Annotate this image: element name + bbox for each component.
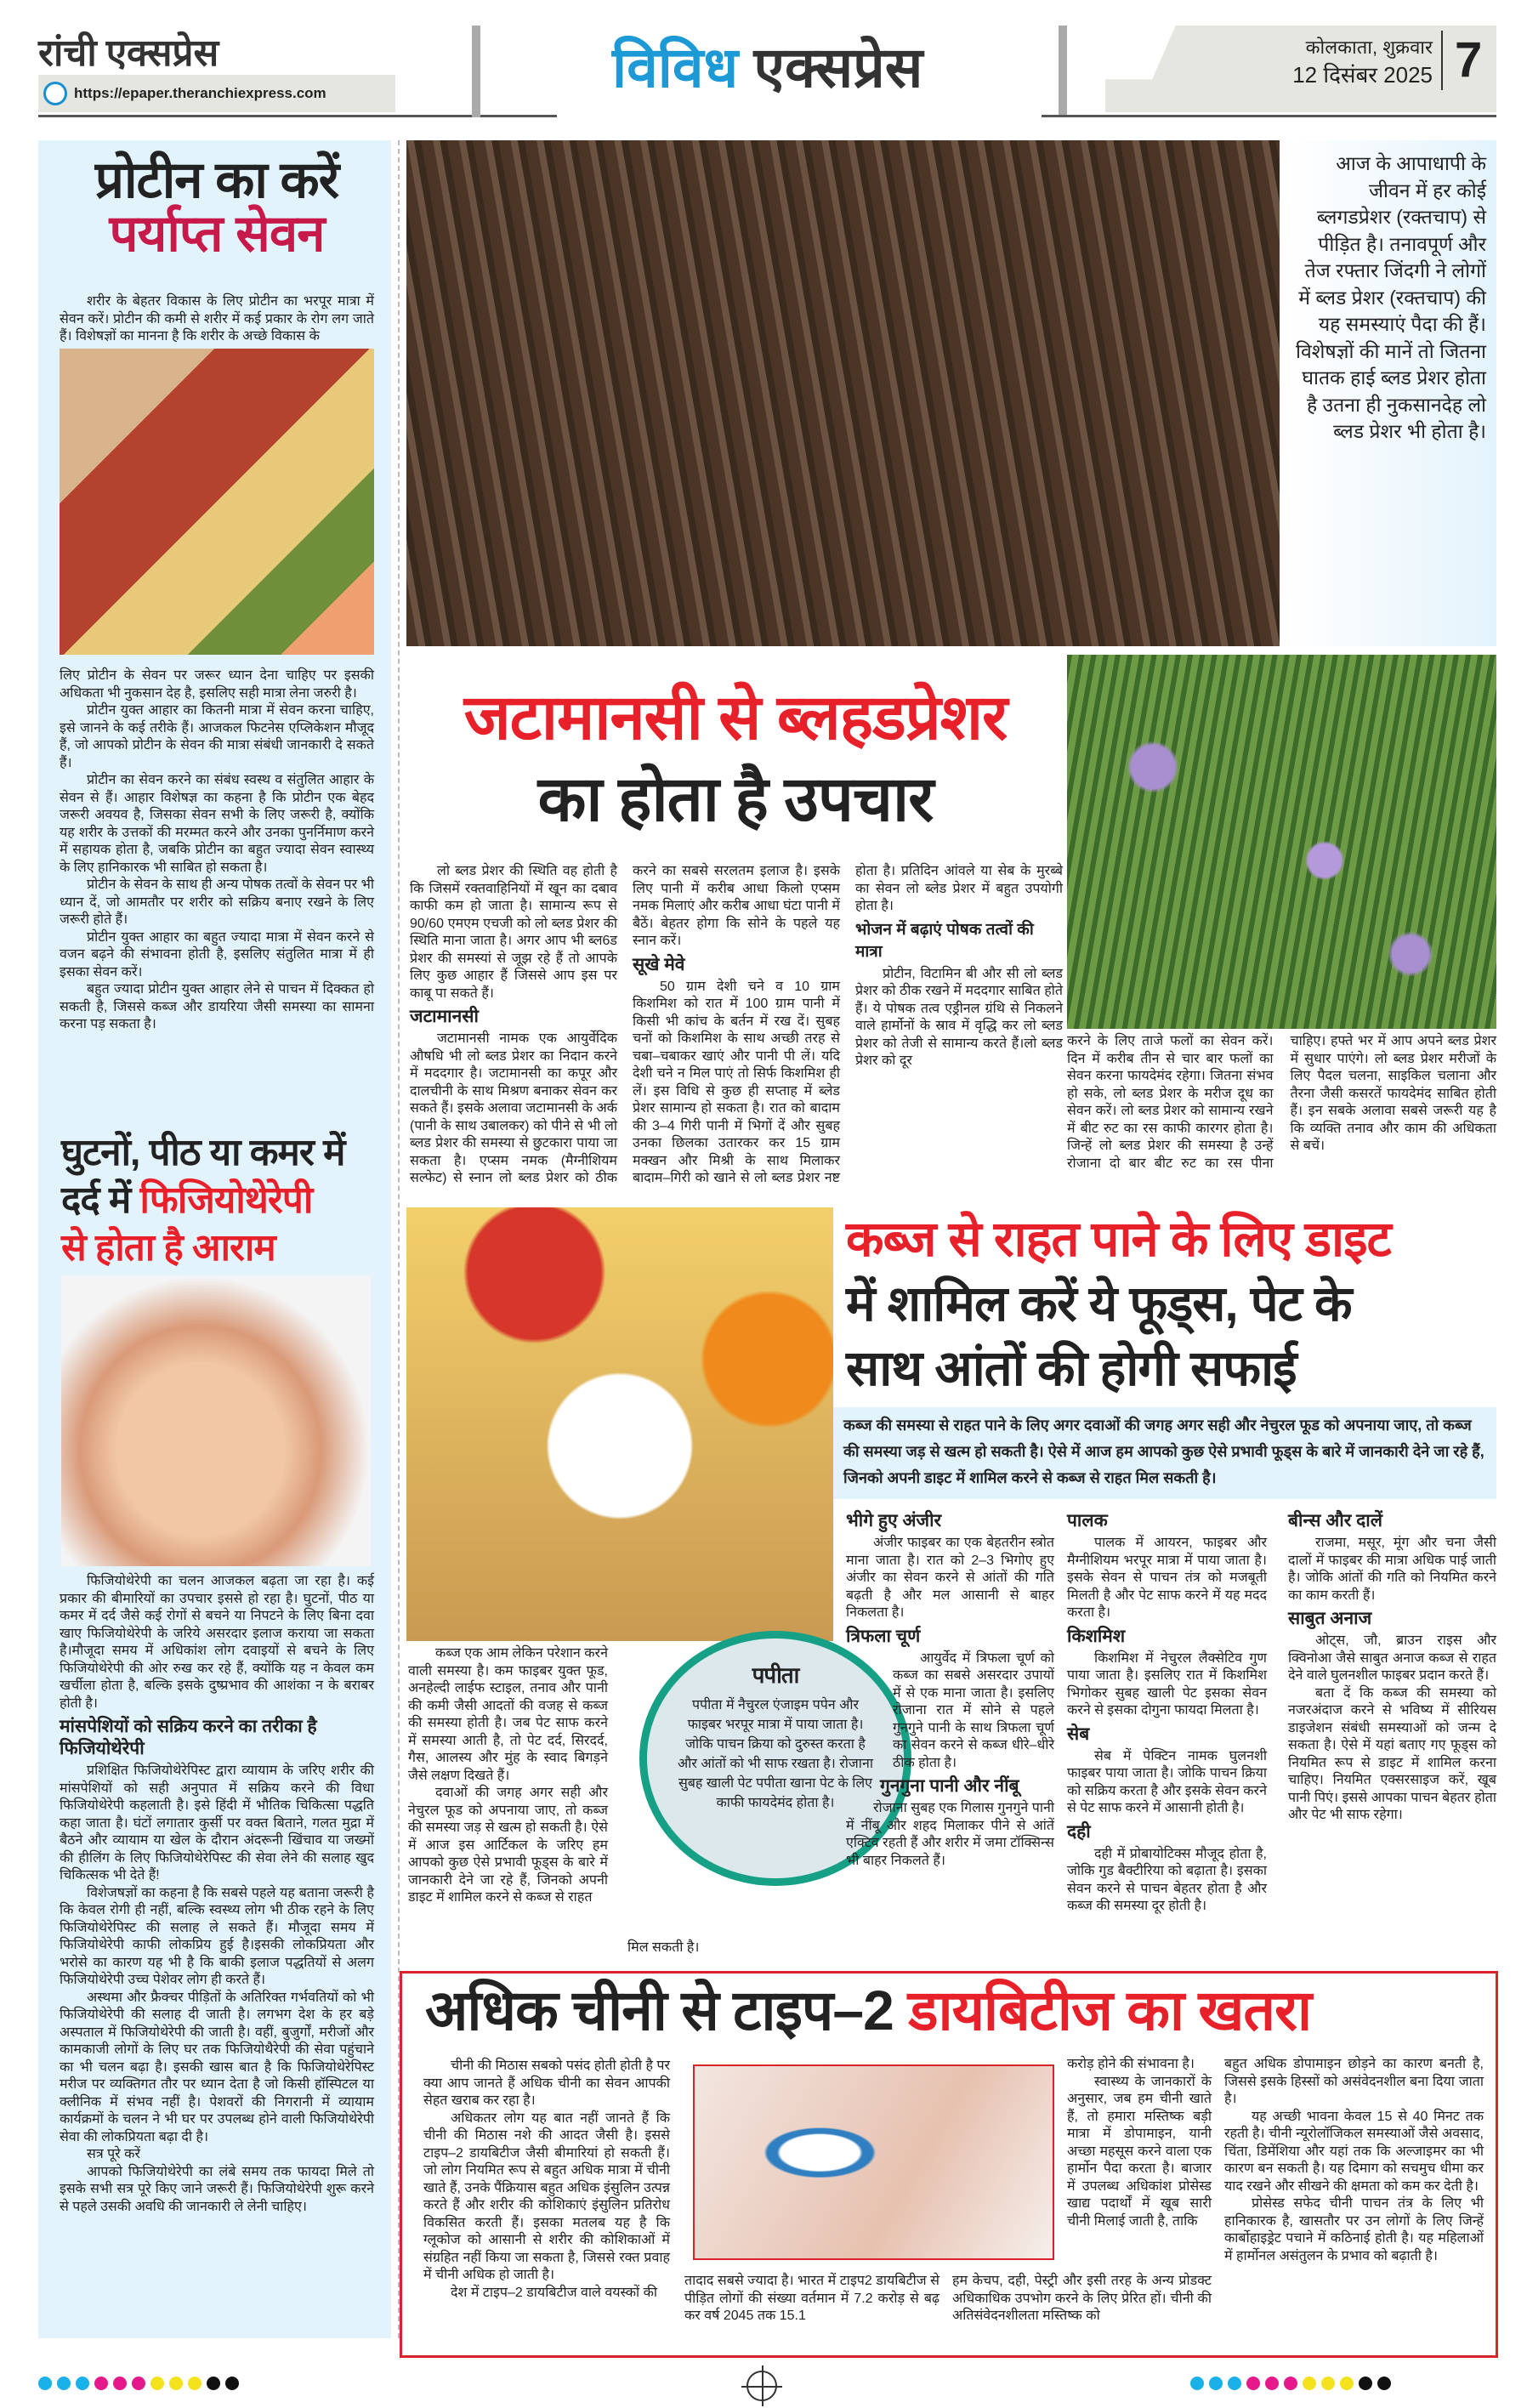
papaya-callout: पपीता पपीता में नैचुरल एंजाइम पपेन और फाइबर भरपूर मात्रा में पाया जाता है। जोकि पाचन क्रिया को दुरुस्त करता है और आंतों को भी साफ रखता है। रोजाना सुबह खाली पेट पपीता खाना पेट के लिए काफी फायदेमंद होता है। [639, 1631, 911, 1886]
bp-headline: जटामानसी से ब्लहडप्रेशर का होता है उपचार [463, 682, 1008, 834]
protein-foods-image [60, 349, 374, 655]
bracket-right [1059, 26, 1067, 117]
bp-blurb-panel [1291, 140, 1496, 646]
epaper-url[interactable]: https://epaper.theranchiexpress.com [74, 85, 326, 101]
flower-plant-image [1067, 655, 1496, 1029]
dateline: कोलकाता, शुक्रवार 12 दिसंबर 2025 [1292, 37, 1433, 88]
diabetes-headline: अधिक चीनी से टाइप–2 डायबिटीज का खतरा [425, 1979, 1312, 2042]
protein-headline: प्रोटीन का करें पर्याप्त सेवन [94, 151, 339, 262]
physio-headline: घुटनों, पीठ या कमर में दर्द में फिजियोथेरेपी से होता है आराम [61, 1132, 345, 1269]
jatamansi-roots-image [406, 140, 1280, 646]
epaper-url-bar[interactable] [38, 75, 395, 112]
diabetes-under-image-right: हम केचप, दही, पेस्ट्री और इसी तरह के अन्य प्रोडक्ट अधिकाधिक उपभोग करने के लिए प्रेरित हों। चीनी की अतिसंवेदनशीलता मस्तिष्क को [952, 2274, 1212, 2323]
protein-body: लिए प्रोटीन के सेवन पर जरूर ध्यान देना चाहिए पर इसकी अधिकता भी नुकसान देह है, इसलिए सही मात्रा लेना जरुरी है। प्रोटीन युक्त आहार का कितनी मात्रा में सेवन करना चाहिए, इसे जानने के कई तरीके हैं। आजकल फिटनेस एप्लिकेशन मौजूद हैं, जो आपको प्रोटीन के सेवन की मात्रा संबंधी जानकारी दे सकते हैं। प्रोटीन का सेवन करने का संबंध स्वस्थ व संतुलित आहार के सेवन से हैं। आहार विशेषज्ञ का कहना है कि प्रोटीन एक बेहद जरूरी अवयव है, जिसका सेवन सभी के लिए जरूरी है, क्योंकि यह शरीर के उत्तकों की मरम्मत करने और उनका पुनर्निमाण करने में सहायक होता है, जबकि प्रोटीन का बहुत ज्यादा सेवन स्वास्थ्य के लिए हानिकारक भी साबित हो सकता है। प्रोटीन के सेवन के साथ ही अन्य पोषक तत्वों के सेवन पर भी ध्यान दें, जो आमतौर पर शरीर को सक्रिय बनाए रखने के लिए जरूरी होते हैं। प्रोटीन युक्त आहार का बहुत ज्यादा मात्रा में सेवन करने से वजन बढ़ने की संभावना होती है, इसलिए संतुलित मात्रा में ही इसका सेवन करें। बहुत ज्यादा प्रोटीन युक्त आहार लेने से पाचन में दिक्कत हो सकती है, जिससे कब्ज और डायरिया जैसी समस्या का सामना करना पड़ सकता है। [60, 668, 374, 1031]
physio-body: फिजियोथेरेपी का चलन आजकल बढ़ता जा रहा है। कई प्रकार की बीमारियों का उपचार इससे हो रहा है। घुटनों, पीठ या कमर में दर्द जैसे कई रोगों से बचने या निपटने के लिए बिना दवा खाए फिजियोथेरेपी के जरिये असरदार इलाज कराया जा सकता है।मौजूदा समय में अधिकांश लोग दवाइयों से बचने के लिए फिजियोथेरेपी की ओर रुख कर रहे हैं, क्योंकि यह न केवल कम खर्चीला होता है, बल्कि इसके दुष्प्रभाव की आशंका न के बराबर होती है। मांसपेशियों को सक्रिय करने का तरीका है फिजियोथेरेपी प्रशिक्षित फिजियोथेरेपिस्ट द्वारा व्यायाम के जरिए शरीर की मांसपेशियों को सही अनुपात में सक्रिय करने की विधा फिजियोथेरेपी कहलाती है। इसे हिंदी में भौतिक चिकित्सा पद्धति कहा जाता है। घंटों लगातार कुर्सी पर वक्त बिताने, गलत मुद्रा में बैठने और व्यायाम या खेल के दौरान अंदरूनी खिंचाव या जख्मों की हीलिंग के लिए फिजियोथेरेपिस्ट की सेवा लेने की सलाह खुद चिकित्सक भी देते हैं! विशेजषज्ञों का कहना है कि सबसे पहले यह बताना जरूरी है कि केवल रोगी ही नहीं, बल्कि स्वस्थ्य लोग भी ठीक रहने के लिए फिजियोथेरेपिस्ट की सलाह ले सकते हैं। मौजूदा समय में फिजियोथेरेपी काफी लोकप्रिय हुई है।इसकी लोकप्रियता और भरोसे का कारण यह भी है कि बाकी इलाज पद्धतियों से अलग फिजियोथेरेपी उच्च पेशेवर लोग ही करते हैं। अस्थमा और फ्रैक्चर पीड़ितों के अतिरिक्त गर्भवतियों को भी फिजियोथेरेपी की सलाह दी जाती है। लगभग देश के हर बड़े अस्पताल में फिजियोथेरेपी की जाती है। वहीं, बुजुर्गों, मरीजों और कामकाजी लोगों के लिए घर तक फिजियोथैरेपी की सेवा पहुंचाने का भी चलन बढ़ा है। इसकी खास बात है कि फिजियोथेरेपिस्ट मरीज पर व्यक्तिगत तौर पर ध्यान देता है जो किसी हॉस्पिटल या क्लीनिक में संभव नहीं है। पेशवरों की निगरानी में व्यायाम कार्यक्रमों के चलन ने भी घर पर उपलब्ध होने वाली फिजियोथेरेपी सेवा की लोकप्रियता बढ़ा दी है। सत्र पूरे करें आपको फिजियोथेरेपी का लंबे समय तक फायदा मिले तो इसके सभी सत्र पूरे किए जाने जरूरी हैं। फिजियोथेरेपी शुरू करने से पहले उसकी अवधि की जानकारी ले लेनी चाहिए। [60, 1574, 374, 2214]
kabj-col-b: पालक पालक में आयरन, फाइबर और मैग्नीशियम भरपूर मात्रा में पाया जाता है। इसके सेवन से पाचन तंत्र को मजबूती मिलती है और पेट साफ करने में यह मदद करता है। किशमिश किशमिश में नेचुरल लैक्सेटिव गुण पाया जाता है। इसलिए रात में किशमिश भिगोकर सुबह खाली पेट इसका सेवन करने से इसका दोगुना फायदा मिलता है। सेब सेब में पेक्टिन नामक घुलनशी फाइबर पाया जाता है। जोकि पाचन क्रिया को सक्रिय करता है और इसके सेवन करने से पेट साफ करने में आसानी होती है। दही दही में प्रोबायोटिक्स मौजूद होता है, जोकि गुड बैक्टीरिया को बढ़ाता है। इसका सेवन करने से पाचन बेहतर होता है और कब्ज की समस्या दूर होती है। [1067, 1511, 1267, 1913]
kabj-lead: कब्ज की समस्या से राहत पाने के लिए अगर दवाओं की जगह अगर सही और नेचुरल फूड को अपनाया जाए, तो कब्ज की समस्या जड़ से खत्म हो सकती है। ऐसे में आज हम आपको कुछ ऐसे प्रभावी फूड्स के बारे में जानकारी देने जा रहे हैं, जिनको अपनी डाइट में शामिल करने से कब्ज से राहत मिल सकती है। [833, 1407, 1496, 1499]
diabetes-col-1: चीनी की मिठास सबको पसंद होती होती है पर क्या आप जानते हैं अधिक चीनी का सेवन आपकी सेहत खराब कर रहा है। अधिकतर लोग यह बात नहीं जानते हैं कि चीनी की मिठास नशे की आदत जैसी है। इससे टाइप–2 डायबिटीज जैसी बीमारियां हो सकती हैं। जो लोग नियमित रूप से बहुत अधिक मात्रा में चीनी खाते हैं, उनके पैंक्रियास बहुत अधिक इंसुलिन उत्पन्न करते हैं और शरीर की कोशिकाएं इंसुलिन प्रतिरोध विकसित करती हैं। इसका मतलब यह है कि ग्लूकोज को आसानी से शरीर की कोशिकाओं में संग्रहित नहीं किया जा सकता है, जिससे रक्त प्रवाह में चीनी अधिक हो जाती है। देश में टाइप–2 डायबिटीज वाले वयस्कों की [423, 2059, 671, 2300]
section-title: विविध एक्सप्रेस [612, 36, 923, 99]
diabetes-col-3: करोड़ होने की संभावना है। स्वास्थ्य के जानकारों के अनुसार, जब हम चीनी खाते हैं, तो हमारा मस्तिष्क बड़ी मात्रा में डोपामाइन, यानी अच्छा महसूस करने वाला एक हार्मोन पैदा करता है। बाजार में उपलब्ध अधिकांश प्रोसेस्ड खाद्य पदार्थों में खूब सारी चीनी मिलाई जाती है, ताकि [1067, 2057, 1212, 2229]
diabetes-under-image-left: तादाद सबसे ज्यादा है। भारत में टाइप2 डायबिटीज से पीड़ित लोगों की संख्या वर्तमान में 7.2 करोड़ से बढ़ कर वर्ष 2045 तक 15.1 [684, 2274, 939, 2323]
color-registration-dots-left [38, 2377, 239, 2390]
diabetes-col-4: बहुत अधिक डोपामाइन छोड़ने का कारण बनती है, जिससे इसके हिस्सों को असंवेदनशील बना दिया जाता है। यह अच्छी भावना केवल 15 से 40 मिनट तक रहती है। चीनी न्यूरोलॉजिकल समस्याओं जैसे अवसाद, चिंता, डिमेंशिया और यहां तक कि अल्जाइमर का भी कारण बन सकती है। यह दिमाग को सचमुच धीमा कर याद रखने और सीखने की क्षमता को कम कर देती है। प्रोसेस्ड सफेद चीनी पाचन तंत्र के लिए भी हानिकारक है, खासतौर पर उन लोगों के लिए जिन्हें कार्बोहाइड्रेट पचाने में कठिनाई होती है। यह महिलाओं में हार्मोनल असंतुलन के प्रभाव को बढ़ाती है। [1224, 2057, 1484, 2263]
header-rule [1042, 115, 1496, 117]
kabj-intro: कब्ज एक आम लेकिन परेशान करने वाली समस्या है। कम फाइबर युक्त फूड, अनहेल्दी लाईफ स्टाइल, तनाव और पानी की कमी जैसी आदतों की वजह से कब्ज की समस्या होती है। जब पेट साफ करने में समस्या आती है, तो पेट दर्द, सिरदर्द, गैस, आलस्य और मुंह के स्वाद बिगड़ने जैसे लक्षण दिखते हैं। दवाओं की जगह अगर सही और नेचुरल फूड को अपनाया जाए, तो कब्ज की समस्या जड़ से खत्म हो सकती है। ऐसे में आज इस आर्टिकल के जरिए हम आपको कुछ ऐसे प्रभावी फूड्स के बारे में जानकारी देने जा रहे हैं, जिनको अपनी डाइट में शामिल करने से कब्ज से राहत [408, 1646, 608, 1905]
globe-icon [43, 82, 67, 105]
bracket-left [472, 26, 480, 117]
protein-intro: शरीर के बेहतर विकास के लिए प्रोटीन का भरपूर मात्रा में सेवन करें। प्रोटीन की कमी से शरीर में कई प्रकार के रोग लग जाते हैं। विशेषज्ञों का मानना है कि शरीर के अच्छे विकास के [60, 294, 374, 344]
color-registration-dots-right [1190, 2377, 1391, 2390]
bp-body: लो ब्लड प्रेशर की स्थिति वह होती है कि जिसमें रक्तवाहिनियों में खून का दबाव काफी कम हो जाता है। सामान्य रूप से 90/60 एमएम एचजी को लो ब्लड प्रेशर की स्थिति माना जाता है। अगर आप भी ब्ल6ड प्रेशर की समस्यां से जूझ रहे हैं तो आपके लिए कुछ आहार हैं जिससे आप इस पर काबू पा सकते हैं। जटामानसी जटामानसी नामक एक आयुर्वेदिक औषधि भी लो ब्लड प्रेशर का निदान करने में मददगार है। जटामानसी का कपूर और दालचीनी के साथ मिश्रण बनाकर सेवन कर सकते हैं। इसके अलावा जटामानसी के अर्क (पानी के साथ उबालकर) को पीने से भी लो ब्लड प्रेशर की समस्या से छुटकारा पाया जा सकता है। एप्सम नमक (मैग्नीशियम सल्फेट) से स्नान लो ब्लड प्रेशर को ठीक करने का सबसे सरलतम इलाज है। इसके लिए पानी में करीब आधा किलो एप्सम नमक मिलाएं और करीब आधा घंटा पानी में बैठें। बेहतर होगा कि सोने के पहले यह स्नान करें। सूखे मेवे 50 ग्राम देशी चने व 10 ग्राम किशमिश को रात में 100 ग्राम पानी में किसी भी कांच के बर्तन में रख दें। सुबह चनों को किशमिश के साथ अच्छी तरह से चबा–चबाकर खाएं और पानी पी लें। यदि देशी चने न मिल पाएं तो सिर्फ किशमिश ही लें। इस विधि से कुछ ही सप्ताह में ब्लेड प्रेशर सामान्य हो सकता है। रात को बादाम की 3–4 गिरी पानी में भिगों दें और सुबह उनका छिलका उतारकर कर 15 ग्राम मक्खन और मिश्री के साथ मिलाकर बादाम–गिरी को खाने से लो ब्लड प्रेशर नष्ट होता है। प्रतिदिन आंवले या सेब के मुरब्बे का सेवन लो ब्लेड प्रेशर में बहुत उपयोगी होता है। भोजन में बढ़ाएं पोषक तत्वों की मात्रा प्रोटीन, विटामिन बी और सी लो ब्लड प्रेशर को ठीक रखने में मददगार साबित होते हैं। ये पोषक तत्व एड्रीनल ग्रंथि से निकलने वाले हार्मोनों के स्राव में वृद्धि कर लो ब्लड प्रेशर को तेजी से सामान्य करते हैं।लो ब्लड प्रेशर को दूर [410, 864, 1063, 1185]
registration-crosshair-icon [746, 2371, 777, 2401]
bp-body-continued: करने के लिए ताजे फलों का सेवन करें। दिन में करीब तीन से चार बार फलों का सेवन करना फायदेमंद रहेगा। जितना संभव हो सके, लो ब्लड प्रेशर के मरीज दूध का सेवन करें। लो ब्लड प्रेशर को सामान्य रखने में बीट रुट का रस काफी कारगर होता है। जिन्हें लो ब्लड प्रेशर की समस्या है उन्हें रोजाना दो बार बीट रुट का रस पीना चाहिए। हफ्ते भर में आप अपने ब्लड प्रेशर में सुधार पाएंगे। लो ब्लड प्रेशर मरीजों के लिए पैदल चलना, साइकिल चलाना और तैरना जैसी कसरतें फायदेमंद साबित होती हैं। इन सबके अलावा सबसे जरूरी यह है कि व्यक्ति तनाव और काम की अधिकता से बचें। [1067, 1034, 1496, 1171]
kabj-col-a: भीगे हुए अंजीर अंजीर फाइबर का एक बेहतरीन स्त्रोत माना जाता है। रात को 2–3 भिगोए हुए अंजीर का सेवन करने से आंतों की गति बढ़ती है और मल आसानी से बाहर निकलता है। त्रिफला चूर्ण आयुर्वेद में त्रिफला चूर्ण को कब्ज का सबसे असरदार उपायों में से एक माना जाता है। इसलिए रोजाना रात में सोने से पहले गुनगुने पानी के साथ त्रिफला चूर्ण का सेवन करने से कब्ज धीरे–धीरे ठीक होता है। गुनगुना पानी और नींबू रोजाना सुबह एक गिलास गुनगुने पानी में नींबू और शहद मिलाकर पीने से आंतें एक्टिव रहती हैं और शरीर में जमा टॉक्सिन्स भी बाहर निकलते हैं। [846, 1511, 1054, 1868]
kabj-headline: कब्ज से राहत पाने के लिए डाइट में शामिल करें ये फूड्स, पेट के साथ आंतों की होगी सफाई [846, 1212, 1391, 1396]
yogurt-fruits-image [406, 1207, 833, 1641]
physiotherapy-image [61, 1275, 371, 1566]
page-number: 7 [1441, 31, 1482, 90]
kabj-col-c: बीन्स और दालें राजमा, मसूर, मूंग और चना जैसी दालों में फाइबर की मात्रा अधिक पाई जाती है। जोकि आंतों की गति को नियमित करने का काम करती हैं। साबुत अनाज ओट्स, जौ, ब्राउन राइस और क्विनोआ जैसे साबुत अनाज कब्ज से राहत देने वाले घुलनशील फाइबर प्रदान करते हैं। बता दें कि कब्ज की समस्या को नजरअंदाज करने से भविष्य में सीरियस डाइजेशन संबंधी समस्याओं को जन्म दे सकता है। ऐसे में यहां बताए गए फूड्स को नियमित रूप से डाइट में शामिल करना चाहिए। नियमित एक्सरसाइज करें, खूब पानी पिएं। इससे आपका पाचन बेहतर होता और पेट भी साफ रहेगा। [1288, 1511, 1496, 1822]
glucometer-image [693, 2064, 1054, 2260]
newspaper-logo: रांची एक्सप्रेस [38, 32, 219, 74]
kabj-intro-end: मिल सकती है। [627, 1940, 700, 1955]
bp-blurb: आज के आपाधापी के जीवन में हर कोई ब्लगडप्रेशर (रक्तचाप) से पीड़ित है। तनावपूर्ण और तेज रफ्तार जिंदगी ने लोगों में ब्लड प्रेशर (रक्तचाप) की यह समस्याएं पैदा की हैं। विशेषज्ञों की मानें तो जितना घातक हाई ब्लड प्रेशर होता है उतना ही नुकसानदेह लो ब्लड प्रेशर भी होता है। [1296, 152, 1486, 442]
